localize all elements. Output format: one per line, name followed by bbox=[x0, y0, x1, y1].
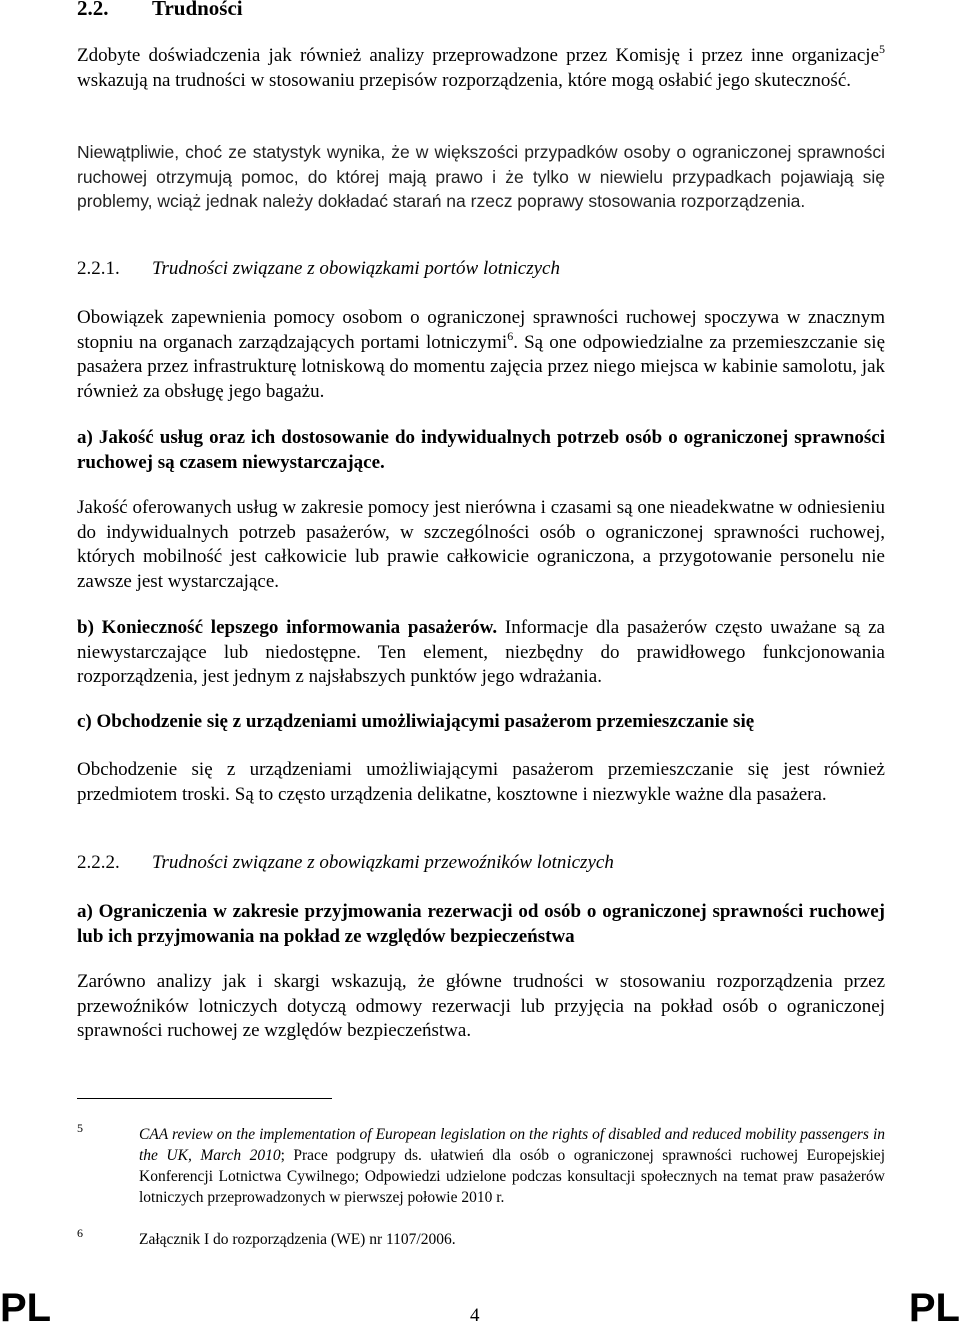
paragraph-5 bbox=[77, 616, 885, 690]
footer-language-right: PL bbox=[908, 1286, 960, 1330]
footnote-separator bbox=[77, 1098, 332, 1099]
footnote-rest: ; Prace podgrupy ds. ułatwień dla osób o ograniczonej sprawności ruchowej Europejskiej Konferencji Lotnictwa Cywilnego; Odpowiedzi udzielone podczas konsultacji społecznych na temat praw pasażerów lotniczych przeprowadzonych w pierwszej połowie 2010 r. bbox=[139, 1147, 885, 1206]
heading-b-information: b) Konieczność lepszego informowania pasażerów. bbox=[77, 617, 498, 638]
paragraph-1 bbox=[77, 44, 885, 93]
paragraph-5-text: Informacje dla pasażerów często uważane są za niewystarczające lub niedostępne. Ten element, niezbędny do prawidłowego funkcjonowania rozporządzenia, jest jednym z najsłabszych punktów jego wdrażania. bbox=[77, 617, 885, 687]
footnote-text: Załącznik I do rozporządzenia (WE) nr 1107/2006. bbox=[139, 1231, 456, 1248]
heading-a-quality: a) Jakość usług oraz ich dostosowanie do indywidualnych potrzeb osób o ograniczonej sprawności ruchowej są czasem niewystarczające. bbox=[77, 427, 885, 473]
paragraph-4: Jakość oferowanych usług w zakresie pomocy jest nierówna i czasami są one nieadekwatne w odniesieniu do indywidualnych potrzeb pasażerów, w szczególności osób o ograniczonej sprawności ruchowej, których mobilność jest całkowicie lub prawie całkowicie ograniczona, a przygotowanie personelu nie zawsze jest wystarczające. bbox=[77, 497, 885, 592]
footnote-text bbox=[139, 1124, 885, 1208]
subsection-number: 2.2.2. bbox=[77, 852, 120, 873]
footnote-mark: 6 bbox=[77, 1226, 83, 1240]
footnote-ref-5[interactable]: 5 bbox=[879, 42, 885, 56]
heading-a-reservations: a) Ograniczenia w zakresie przyjmowania rezerwacji od osób o ograniczonej sprawności ruchowej lub ich przyjmowania na pokład ze względów bezpieczeństwa bbox=[77, 901, 885, 947]
footnote-citation: CAA review on the implementation of European legislation on the rights of disabled and reduced mobility passengers in the UK, March 2010 bbox=[139, 1126, 885, 1164]
footnote-ref-6[interactable]: 6 bbox=[507, 328, 514, 343]
paragraph-7: Zarówno analizy jak i skargi wskazują, że główne trudności w stosowaniu rozporządzenia przez przewoźników lotniczych dotyczą odmowy rezerwacji lub przyjęcia na pokład osób o ograniczonej sprawności ruchowej ze względów bezpieczeństwa. bbox=[77, 971, 885, 1041]
paragraph-3-tail: . Są one odpowiedzialne za przemieszczanie się pasażera przez infrastrukturę lotniskową do momentu zajęcia przez niego miejsca w kabinie samolotu, jak również za obsługę jego bagażu. bbox=[77, 331, 886, 402]
paragraph-2: Niewątpliwie, choć ze statystyk wynika, że w większości przypadków osoby o ograniczonej sprawności ruchowej otrzymują pomoc, do której mają prawo i że tylko w niewielu przypadkach pojawiają się problemy, wciąż jednak należy dokładać starań na rzecz poprawy stosowania rozporządzenia. bbox=[77, 142, 885, 211]
paragraph-3 bbox=[77, 306, 885, 404]
paragraph-1-text: Zdobyte doświadczenia jak również analizy przeprowadzone przez Komisję i przez inne organizacje bbox=[77, 45, 879, 66]
paragraph-6: Obchodzenie się z urządzeniami umożliwiającymi pasażerom przemieszczanie się jest również przedmiotem troski. Są to często urządzenia delikatne, kosztowne i niezwykle ważne dla pasażera. bbox=[77, 759, 885, 805]
subsection-2-2-1 bbox=[77, 258, 560, 280]
footnote-mark: 5 bbox=[77, 1121, 83, 1135]
section-title: Trudności bbox=[152, 0, 243, 20]
paragraph-3-text: Obowiązek zapewnienia pomocy osobom o ograniczonej sprawności ruchowej spoczywa w znacznym stopniu na organach zarządzających portami lotniczymi bbox=[77, 307, 885, 353]
subsection-title: Trudności związane z obowiązkami przewoźników lotniczych bbox=[152, 852, 614, 873]
footer-language-left: PL bbox=[0, 1286, 52, 1330]
page-number: 4 bbox=[470, 1305, 480, 1326]
subsection-title: Trudności związane z obowiązkami portów lotniczych bbox=[152, 258, 560, 279]
section-number: 2.2. bbox=[77, 0, 109, 20]
subsection-number: 2.2.1. bbox=[77, 258, 120, 279]
paragraph-1-tail: wskazują na trudności w stosowaniu przepisów rozporządzenia, które mogą osłabić jego skuteczność. bbox=[77, 69, 852, 91]
heading-c-equipment: c) Obchodzenie się z urządzeniami umożliwiającymi pasażerom przemieszczanie się bbox=[77, 711, 755, 732]
subsection-2-2-2 bbox=[77, 852, 614, 874]
